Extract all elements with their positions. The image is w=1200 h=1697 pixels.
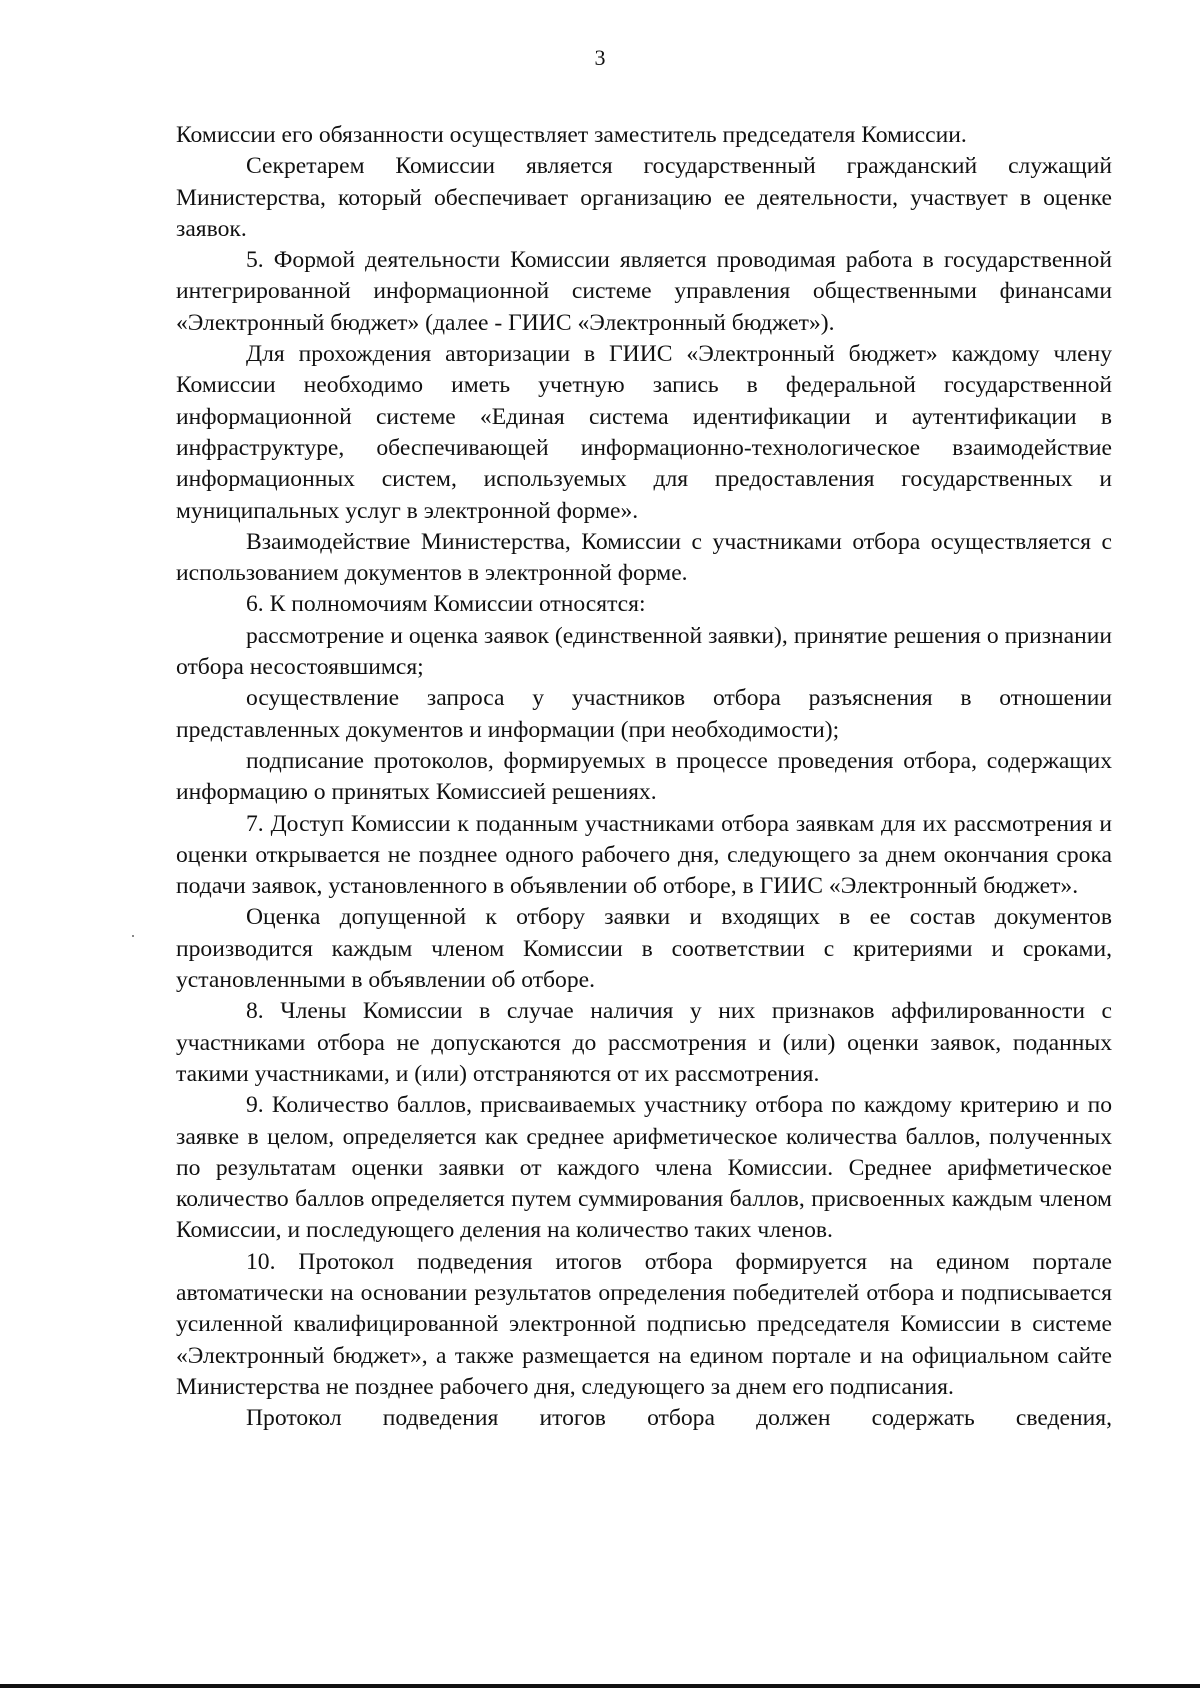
- paragraph-continuation: Комиссии его обязанности осуществляет заместитель председателя Комиссии.: [176, 122, 967, 148]
- paragraph-item-7: 7. Доступ Комиссии к поданным участниками отбора заявкам для их рассмотрения и оценки открывается не позднее одного рабочего дня, следующего за днем окончания срока подачи заявок, установленного в объявлении об отборе, в ГИИС «Электронный бюджет».: [176, 810, 1112, 900]
- paragraph-power-request: осуществление запроса у участников отбора разъяснения в отношении представленных документов и информации (при необходимости);: [176, 685, 1112, 743]
- paragraph-evaluation: Оценка допущенной к отбору заявки и входящих в ее состав документов производится каждым членом Комиссии в соответствии с критериями и сроками, установленными в объявлении об отборе.: [176, 904, 1112, 994]
- page-number: 3: [594, 45, 606, 70]
- paragraph-interaction: Взаимодействие Министерства, Комиссии с участниками отбора осуществляется с использованием документов в электронной форме.: [176, 528, 1112, 587]
- paragraph-item-5: 5. Формой деятельности Комиссии является проводимая работа в государственной интегрированной информационной системе управления общественными финансами «Электронный бюджет» (далее - ГИИС «Электронный бюджет»).: [176, 247, 1112, 336]
- scan-speck: [132, 935, 134, 937]
- paragraph-item-6: 6. К полномочиям Комиссии относятся:: [246, 591, 646, 618]
- paragraph-authorization: Для прохождения авторизации в ГИИС «Электронный бюджет» каждому члену Комиссии необходимо иметь учетную запись в федеральной государственной информационной системе «Единая система идентификации и аутентификации в инфраструктуре, обеспечивающей информационно-технологическое взаимодействие информационных систем, используемых для предоставления государственных и муниципальных услуг в электронной форме».: [176, 341, 1112, 524]
- paragraph-protocol-content: Протокол подведения итогов отбора должен содержать сведения,: [246, 1405, 1112, 1432]
- paragraph-item-10: 10. Протокол подведения итогов отбора формируется на едином портале автоматически на основании результатов определения победителей отбора и подписывается усиленной квалифицированной электронной подписью председателя Комиссии в системе «Электронный бюджет», а также размещается на едином портале и на официальном сайте Министерства не позднее рабочего дня, следующего за днем его подписания.: [176, 1248, 1112, 1400]
- paragraph-power-review: рассмотрение и оценка заявок (единственной заявки), принятие решения о признании отбора несостоявшимся;: [176, 622, 1112, 681]
- paragraph-item-8: 8. Члены Комиссии в случае наличия у них признаков аффилированности с участниками отбора не допускаются до рассмотрения и (или) оценки заявок, поданных такими участниками, и (или) отстраняются от их рассмотрения.: [176, 998, 1112, 1087]
- paragraph-secretary: Секретарем Комиссии является государственный гражданский служащий Министерства, который обеспечивает организацию ее деятельности, участвует в оценке заявок.: [176, 153, 1112, 242]
- bottom-edge-line: [0, 1684, 1200, 1688]
- paragraph-power-signing: подписание протоколов, формируемых в процессе проведения отбора, содержащих информацию о принятых Комиссией решениях.: [176, 747, 1112, 806]
- paragraph-item-9: 9. Количество баллов, присваиваемых участнику отбора по каждому критерию и по заявке в целом, определяется как среднее арифметическое количества баллов, полученных по результатам оценки заявки от каждого члена Комиссии. Среднее арифметическое количество баллов определяется путем суммирования баллов, присвоенных каждым членом Комиссии, и последующего деления на количество таких членов.: [176, 1092, 1112, 1244]
- document-body: [176, 120, 1112, 1434]
